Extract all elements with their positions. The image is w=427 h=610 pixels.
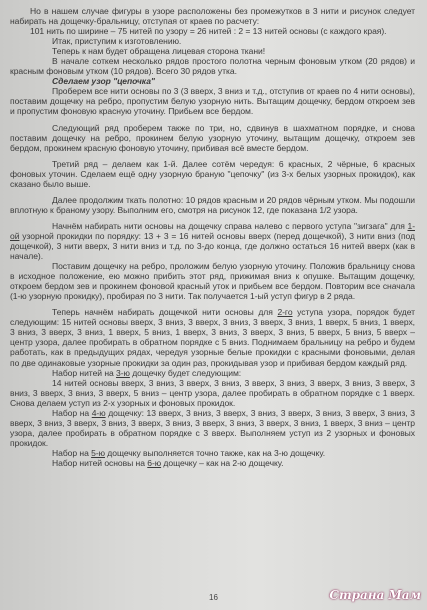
- text-run: дощечку: 13 вверх, 3 вниз, 3 вверх, 3 вниз, 3 вверх, 3 вниз, 3 вверх, 3 вниз, 3 вверх, 3 вниз, 3 вверх, 3 вниз, 3 вверх, 3 вниз, 3 вверх, 3 вниз, 3 вверх, 3 вниз, 1 вверх, 3 вниз – центр узора, далее пробирать в обратном порядке с 3 вверх. Выполняем уступ из 2 узорных и фоновых прокидок.: [10, 407, 415, 448]
- paragraph: [10, 368, 415, 378]
- underlined-text: 1-ой: [10, 220, 415, 241]
- paragraph: Далее продолжим ткать полотно: 10 рядов красным и 20 рядов чёрным утком. Мы подошли вплотную к браному узору. Выполним его, смотря на рисунок 12, где показана 1/2 узора.: [10, 194, 415, 215]
- text-run: дощечку будет следующим:: [129, 367, 242, 378]
- text-run: Теперь начнём набирать дощечкой нити основы для: [52, 307, 278, 318]
- text-run: дощечку – как на 2-ю дощечку.: [161, 457, 284, 468]
- text-run: Набор на: [52, 447, 92, 458]
- text-run: узорной прокидки по порядку: 13 + 3 = 16 нитей основы вверх (перед дощечкой), 3 нити вниз (под дощечкой), 3 нити вверх, 3 нити вниз и т.д. по 3-до конца, где должно остаться 16 нитей вверх (как в начале).: [10, 230, 415, 262]
- paragraph: Но в нашем случае фигуры в узоре расположены без промежутков в 3 нити и рисунок следует набирать на дощечку-бральницу, отступая от краев по расчету:: [10, 6, 415, 27]
- watermark-logo: Страна Мам: [329, 588, 421, 602]
- paragraph: Итак, приступим к изготовлению.: [52, 36, 182, 47]
- page-number: 16: [209, 593, 218, 602]
- paragraph: 14 нитей основы вверх, 3 вниз, 3 вверх, 3 вниз, 3 вверх, 3 вниз, 3 вверх, 3 вниз, 3 вверх, 3 вниз, 3 вверх, 3 вниз, 3 вверх, 5 вниз – центр узора, далее пробирать в обратном порядке с 1 вверх. Снова делаем уступ из 2-х узорных и фоновых прокидок.: [10, 377, 415, 408]
- paragraph: Третий ряд – делаем как 1-й. Далее сотём чередуя: 6 красных, 2 чёрные, 6 красных фоновых уточин. Сделаем ещё одну узорную браную "цепочку" (из 3-х белых узорных прокидок), как сказано было выше.: [10, 158, 415, 189]
- page-body-text: [10, 6, 415, 468]
- paragraph: 101 нить по ширине – 75 нитей по узору = 26 нитей : 2 = 13 нитей основы (с каждого края).: [30, 26, 387, 37]
- text-run: Набор нитей основы на: [52, 457, 148, 468]
- text-run: уступа узора, порядок будет следующим: 15 нитей основы вверх, 3 вниз, 3 вверх, 3 вниз, 3 вверх, 3 вниз, 1 вверх, 5 вниз, 1 вверх, 3 вниз, 3 вверх, 3 вниз, 1 вверх, 5 вниз, 1 вверх, 3 вниз, 3 вверх, 3 вниз, 5 вверх, 5 вниз, 5 вверх – центр узора, далее пробирать в обратном порядке с 5 вниз. Поднимаем бральницу на ребро и будем работать, как в предыдущих рядах, чередуя узорные белые прокидки с красными фоновыми, делая по две одинаковые узорные прокидки за один раз, прокидывая узор и прибивая бердом каждый ряд.: [10, 307, 415, 368]
- paragraph: Проберем все нити основы по 3 (3 вверх, 3 вниз и т.д., отступив от краев по 4 нити основы), поставим дощечку на ребро, пропустим белую узорную нить. Вытащим дощечку, бердом откроем зев и пропустим фоновую красную уточину. Прибьем все бердом.: [10, 86, 415, 117]
- underlined-text: 6-ю: [147, 457, 162, 468]
- paragraph: Теперь к нам будет обращена лицевая сторона ткани!: [52, 46, 266, 57]
- paragraph: [10, 221, 415, 261]
- text-run: Набор нитей на: [52, 367, 117, 378]
- paragraph: [10, 458, 415, 468]
- paragraph: Следующий ряд проберем также по три, но, сдвинув в шахматном порядке, и снова поставим дощечку на ребро, прокинем белую узорную уточину, вытащим дощечку, откроем зев бердом, прокинем красную фоновую уточину, прибивая всё вместе бердом.: [10, 122, 415, 153]
- paragraph: [10, 408, 415, 448]
- text-run: дощечку выполняется точно также, как на 3-ю дощечку.: [104, 447, 326, 458]
- paragraph: Поставим дощечку на ребро, проложим белую узорную уточину. Положив бральницу снова в исходное положение, ею можно прибить этот ряд, прижимая вниз к опушке. Вытащим дощечку, откроем бердом зев и прокинем фоновой красный уток и прибьем все бердом. Повторим все сначала (1-ю узорную прокидку), пробирая по 3 нити. Так получается 1-ый уступ фигур в 2 ряда.: [10, 261, 415, 302]
- underlined-text: 5-ю: [91, 447, 105, 458]
- underlined-text: 4-ю: [91, 407, 106, 418]
- text-run: Набор на: [52, 407, 92, 418]
- paragraph: В начале соткем несколько рядов простого полотна черным фоновым утком (20 рядов) и красным фоновым утком (10 рядов). Всего 30 рядов утка.: [10, 56, 415, 77]
- paragraph: [10, 448, 415, 458]
- paragraph: [10, 307, 415, 367]
- section-heading: Сделаем узор "цепочка": [52, 76, 155, 87]
- underlined-text: 2-го: [277, 307, 293, 318]
- underlined-text: 3-ю: [116, 367, 130, 378]
- text-run: Начнём набирать нити основы на дощечку справа налево с первого уступа "зигзага" для: [52, 220, 408, 231]
